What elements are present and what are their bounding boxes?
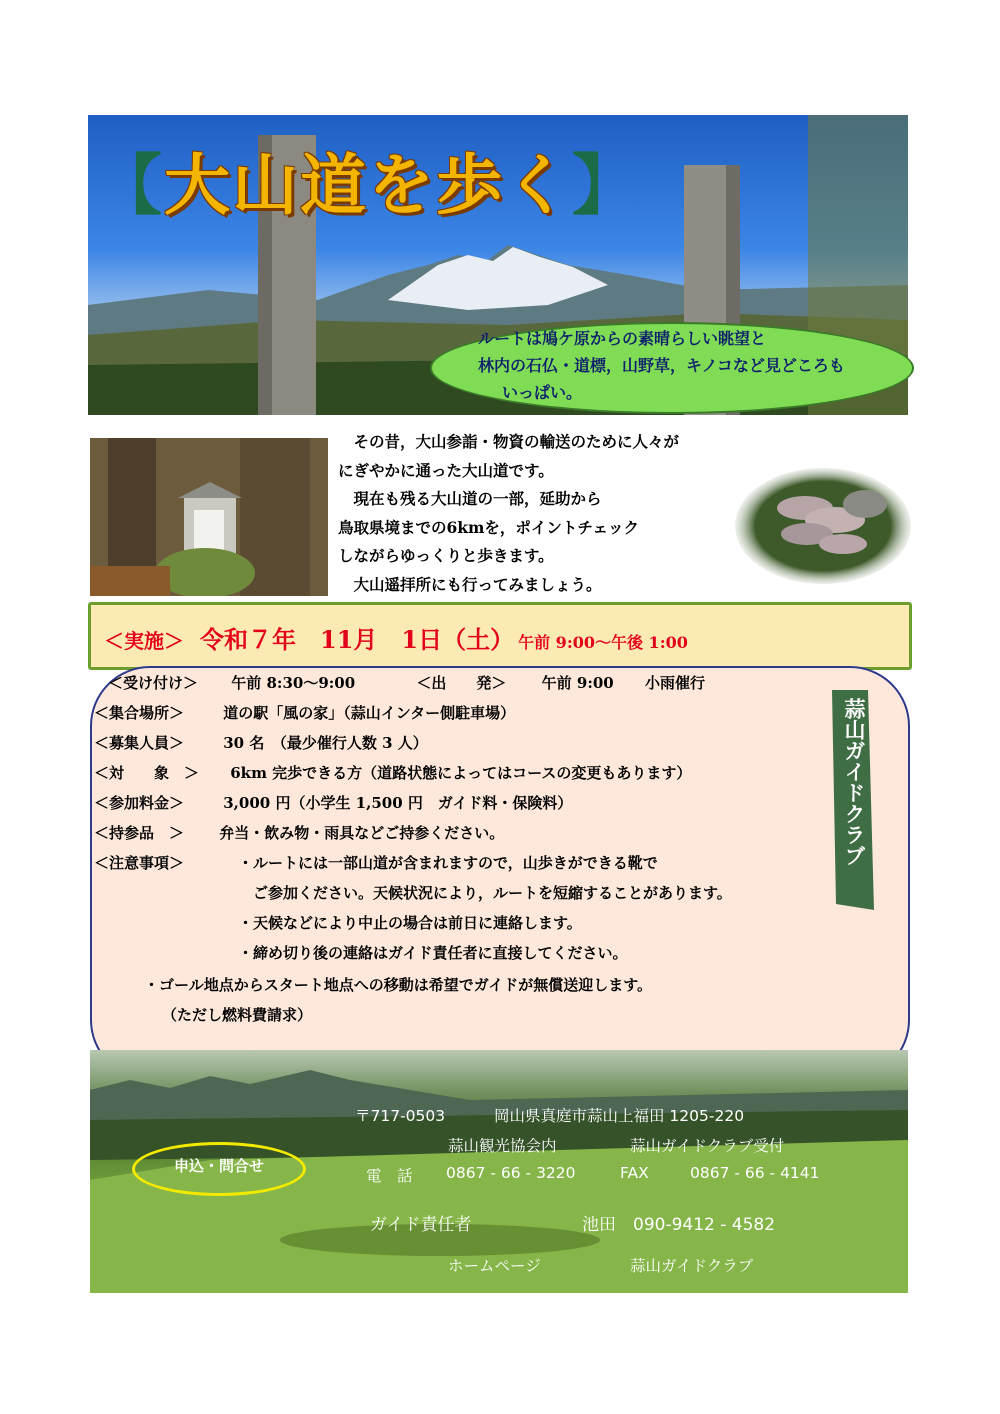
intro-text	[338, 428, 738, 599]
fee-label: ＜参加料金＞	[94, 794, 185, 812]
target-value: 6km 完歩できる方（道路状態によってはコースの変更もあります）	[230, 764, 692, 782]
note-item: ・天候などにより中止の場合は前日に連絡します。	[238, 914, 582, 932]
shrine-photo	[90, 438, 328, 596]
reception-label: ＜受け付け＞	[108, 674, 199, 692]
mushroom-photo	[735, 468, 911, 584]
reception-desk: 蒜山ガイドクラブ受付	[630, 1137, 785, 1155]
tel-number: 0867 - 66 - 3220	[446, 1164, 576, 1182]
bring-label: ＜持参品 ＞	[94, 824, 185, 842]
goal-note: ・ゴール地点からスタート地点への移動は希望でガイドが無償送迎します。	[144, 976, 653, 994]
capacity-value: 30 名 （最少催行人数 3 人）	[223, 734, 428, 752]
intro-line: 現在も残る大山道の一部，延助から	[338, 489, 602, 508]
page-title	[96, 132, 640, 227]
reception-value: 午前 8:30～9:00	[231, 674, 356, 692]
capacity-row	[94, 732, 428, 753]
departure-value: 午前 9:00	[541, 674, 614, 692]
bring-row	[94, 822, 504, 843]
route-line: ルートは鳩ケ原からの素晴らしい眺望と	[478, 329, 767, 348]
fee-value: 3,000 円（小学生 1,500 円 ガイド料・保険料）	[223, 794, 573, 812]
rain-note: 小雨催行	[644, 674, 705, 692]
meeting-value: 道の駅「風の家」（蒜山インター側駐車場）	[223, 704, 516, 722]
postal-code: 〒717-0503	[355, 1107, 446, 1125]
office: 蒜山観光協会内	[448, 1137, 557, 1155]
event-date-line	[104, 620, 688, 655]
note-item: ・締め切り後の連絡はガイド責任者に直接してください。	[238, 944, 628, 962]
capacity-label: ＜募集人員＞	[94, 734, 185, 752]
homepage-link[interactable]: 蒜山ガイドクラブ	[630, 1257, 754, 1275]
meeting-label: ＜集合場所＞	[94, 704, 185, 722]
event-label: ＜実施＞	[104, 629, 184, 653]
fee-row	[94, 792, 572, 813]
guide-leader-phone: 池田 090-9412 - 4582	[582, 1215, 776, 1235]
intro-line: 大山遥拝所にも行ってみましょう。	[338, 574, 602, 594]
tel-label: 電 話	[366, 1167, 413, 1185]
guide-leader-label: ガイド責任者	[370, 1215, 472, 1235]
event-time: 午前 9:00～午後 1:00	[518, 633, 688, 652]
fax-label: FAX	[620, 1164, 649, 1182]
notes-label: ＜注意事項＞	[94, 854, 185, 872]
guide-club-sign	[826, 690, 874, 910]
target-label: ＜対 象 ＞	[94, 764, 200, 782]
fax-number: 0867 - 66 - 4141	[690, 1164, 820, 1182]
meeting-row	[94, 702, 515, 723]
target-row	[94, 762, 691, 783]
title-right-bracket: 】	[572, 146, 640, 224]
intro-line: その昔，大山参詣・物資の輸送のために人々が	[338, 432, 680, 451]
apply-contact-label: 申込・問合せ	[173, 1157, 264, 1175]
intro-line: にぎやかに通った大山道です。	[338, 460, 554, 480]
reception-row	[108, 672, 705, 693]
note-item: ・ルートには一部山道が含まれますので，山歩きができる靴で	[238, 854, 658, 872]
goal-note-sub: （ただし燃料費請求）	[162, 1006, 313, 1024]
bring-value: 弁当・飲み物・雨具などご持参ください。	[219, 824, 505, 842]
title-left-bracket: 【	[96, 146, 164, 224]
intro-line: しながらゆっくりと歩きます。	[338, 546, 554, 565]
event-date: 令和７年 11月 1日（土）	[200, 625, 515, 654]
note-item: ご参加ください。天候状況により，ルートを短縮することがあります。	[238, 884, 732, 902]
route-line: 林内の石仏・道標，山野草，キノコなど見どころも	[478, 356, 845, 375]
homepage-label: ホームページ	[448, 1257, 541, 1275]
guide-club-sign-text: 蒜山ガイドクラブ	[842, 698, 866, 866]
route-highlight-text	[478, 325, 908, 406]
title-main: 大山道を歩く	[164, 146, 572, 224]
departure-label: ＜出 発＞	[416, 674, 507, 692]
route-line: いっぱい。	[502, 383, 583, 402]
address: 岡山県真庭市蒜山上福田 1205-220	[494, 1107, 745, 1125]
intro-line: 鳥取県境までの6kmを，ポイントチェック	[338, 517, 639, 537]
